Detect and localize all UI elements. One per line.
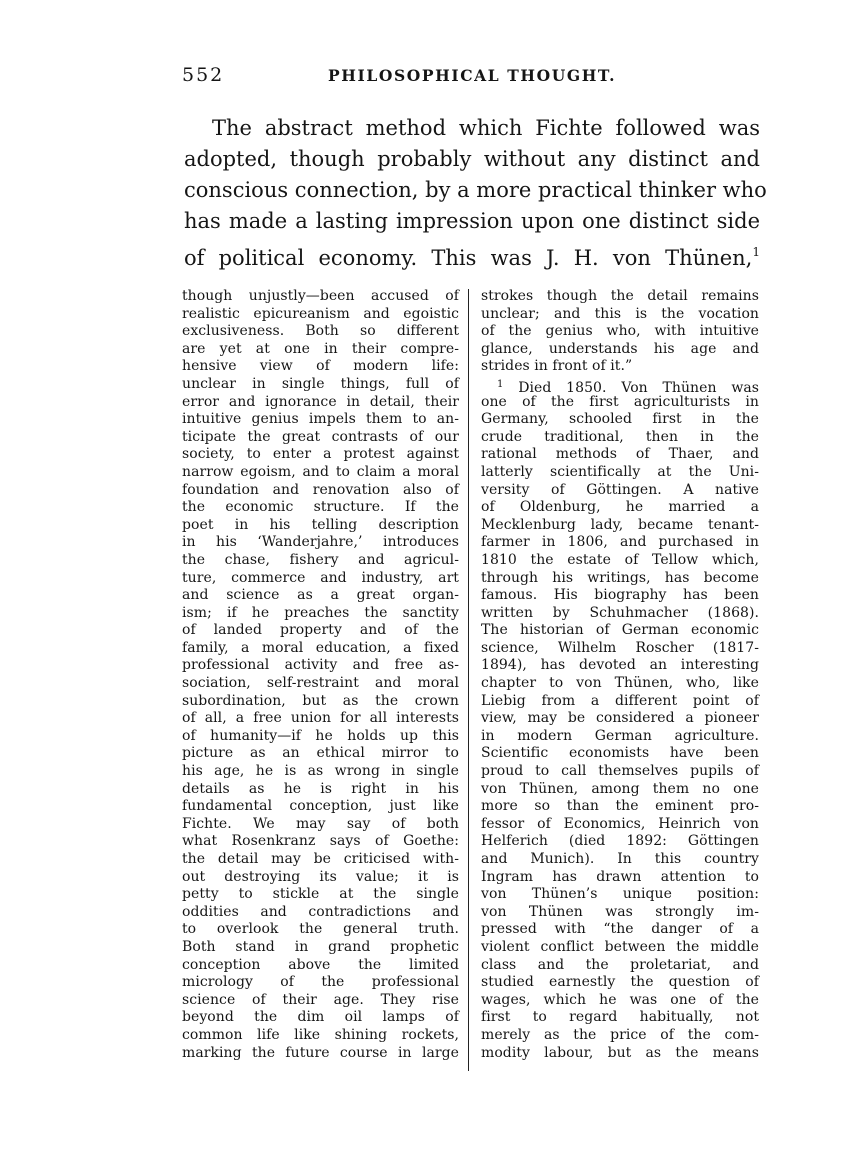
column-line: narrow egoism, and to claim a moral	[182, 463, 459, 480]
column-line: of all, a free union for all interests	[182, 710, 459, 727]
footnote-marker: 1	[752, 245, 760, 259]
column-line: unclear; and this is the vocation	[481, 305, 759, 322]
column-line: view, may be considered a pioneer	[481, 710, 759, 727]
column-line: professional activity and free as-	[182, 657, 459, 674]
column-line: intuitive genius impels them to an-	[182, 411, 459, 428]
column-line: Scientific economists have been	[481, 745, 759, 762]
column-line: unclear in single things, full of	[182, 375, 459, 392]
column-line: the economic structure. If the	[182, 499, 459, 516]
column-line: versity of Göttingen. A native	[481, 481, 759, 498]
column-line: what Rosenkranz says of Goethe:	[182, 833, 459, 850]
column-line: strokes though the detail remains	[481, 288, 759, 304]
column-line: family, a moral education, a fixed	[182, 639, 459, 656]
column-line: poet in his telling description	[182, 516, 459, 533]
column-line: violent conflict between the middle	[481, 938, 759, 955]
column-line: written by Schuhmacher (1868).	[481, 604, 759, 621]
column-line: Helferich (died 1892: Göttingen	[481, 833, 759, 850]
column-line: farmer in 1806, and purchased in	[481, 534, 759, 551]
page-header	[182, 64, 760, 88]
column-line: wages, which he was one of the	[481, 991, 759, 1008]
column-line: beyond the dim oil lamps of	[182, 1009, 459, 1026]
column-line: ism; if he preaches the sanctity	[182, 604, 459, 621]
column-line: von Thünen was strongly im-	[481, 903, 759, 920]
column-line: though unjustly—been accused of	[182, 288, 459, 304]
column-line: class and the proletariat, and	[481, 956, 759, 973]
column-line: Fichte. We may say of both	[182, 815, 459, 832]
column-line: Both stand in grand prophetic	[182, 938, 459, 955]
column-line: of humanity—if he holds up this	[182, 727, 459, 744]
column-divider	[468, 289, 469, 1071]
column-line: society, to enter a protest against	[182, 446, 459, 463]
column-line: of landed property and of the	[182, 622, 459, 639]
footnote-text: Died 1850. Von Thünen was	[518, 379, 759, 396]
column-line: error and ignorance in detail, their	[182, 393, 459, 410]
column-line: oddities and contradictions and	[182, 903, 459, 920]
column-line: latterly scientifically at the Uni-	[481, 463, 759, 480]
intro-line: The abstract method which Fichte followed was	[212, 116, 760, 140]
intro-line-text: of political economy. This was J. H. von Thünen,	[184, 246, 753, 270]
column-line: out destroying its value; it is	[182, 868, 459, 885]
column-line: sociation, self-restraint and moral	[182, 675, 459, 692]
column-line: are yet at one in their compre-	[182, 340, 459, 357]
column-line: one of the first agriculturists in	[481, 393, 759, 410]
left-column	[182, 288, 459, 1062]
column-line: science of their age. They rise	[182, 991, 459, 1008]
column-line: of Oldenburg, he married a	[481, 499, 759, 516]
column-line: glance, understands his age and	[481, 340, 759, 357]
column-line: Liebig from a different point of	[481, 692, 759, 709]
column-line: fessor of Economics, Heinrich von	[481, 815, 759, 832]
column-line: micrology of the professional	[182, 974, 459, 991]
intro-paragraph	[184, 113, 767, 270]
intro-line-with-footnote	[184, 237, 760, 268]
column-line: first to regard habitually, not	[481, 1009, 759, 1026]
column-line: conception above the limited	[182, 956, 459, 973]
column-line: ticipate the great contrasts of our	[182, 428, 459, 445]
column-line: realistic epicureanism and egoistic	[182, 305, 459, 322]
column-line: ture, commerce and industry, art	[182, 569, 459, 586]
column-line: in modern German agriculture.	[481, 727, 759, 744]
column-line: exclusiveness. Both so different	[182, 323, 459, 340]
running-title: PHILOSOPHICAL THOUGHT.	[328, 66, 617, 85]
column-line: strides in front of it.”	[481, 358, 633, 375]
column-line: common life like shining rockets,	[182, 1026, 459, 1043]
intro-line: has made a lasting impression upon one distinct side	[184, 209, 760, 233]
page-number: 552	[182, 64, 225, 86]
column-line: proud to call themselves pupils of	[481, 763, 759, 780]
column-line: and Munich). In this country	[481, 851, 759, 867]
footnote-start-line	[481, 376, 759, 394]
column-line: petty to stickle at the single	[182, 886, 459, 903]
column-line: modity labour, but as the means	[481, 1044, 759, 1061]
column-line: famous. His biography has been	[481, 587, 759, 604]
column-line: 1810 the estate of Tellow which,	[481, 551, 759, 568]
column-line: of the genius who, with intuitive	[481, 323, 759, 340]
column-line: von Thünen’s unique position:	[481, 886, 759, 903]
column-line: rational methods of Thaer, and	[481, 446, 759, 463]
column-line: The historian of German economic	[481, 622, 759, 639]
column-line: through his writings, has become	[481, 569, 759, 586]
column-line: Mecklenburg lady, became tenant-	[481, 516, 759, 533]
column-line: studied earnestly the question of	[481, 974, 759, 991]
right-column	[481, 288, 759, 1062]
column-line: to overlook the general truth.	[182, 921, 459, 938]
column-line: the detail may be criticised with-	[182, 851, 459, 867]
column-line: the chase, fishery and agricul-	[182, 551, 459, 568]
column-line: 1894), has devoted an interesting	[481, 657, 759, 674]
column-line: and science as a great organ-	[182, 587, 459, 604]
column-line: pressed with “the danger of a	[481, 921, 759, 938]
column-line: chapter to von Thünen, who, like	[481, 675, 759, 692]
column-line: picture as an ethical mirror to	[182, 745, 459, 762]
column-line: science, Wilhelm Roscher (1817-	[481, 639, 759, 656]
column-line: merely as the price of the com-	[481, 1026, 759, 1043]
column-line: Germany, schooled first in the	[481, 411, 759, 428]
footnote-marker: 1	[497, 378, 504, 390]
intro-line: adopted, though probably without any distinct and	[184, 147, 760, 171]
column-line: foundation and renovation also of	[182, 481, 459, 498]
column-line: hensive view of modern life:	[182, 358, 459, 375]
column-line: more so than the eminent pro-	[481, 798, 759, 815]
column-line: marking the future course in large	[182, 1044, 459, 1061]
column-line: Ingram has drawn attention to	[481, 868, 759, 885]
intro-line: conscious connection, by a more practical thinker who	[184, 178, 767, 202]
column-line: von Thünen, among them no one	[481, 780, 759, 797]
column-line: details as he is right in his	[182, 780, 459, 797]
column-line: his age, he is as wrong in single	[182, 763, 459, 780]
column-line: crude traditional, then in the	[481, 428, 759, 445]
column-line: in his ‘Wanderjahre,’ introduces	[182, 534, 459, 551]
column-line: fundamental conception, just like	[182, 798, 459, 815]
column-line: subordination, but as the crown	[182, 692, 459, 709]
